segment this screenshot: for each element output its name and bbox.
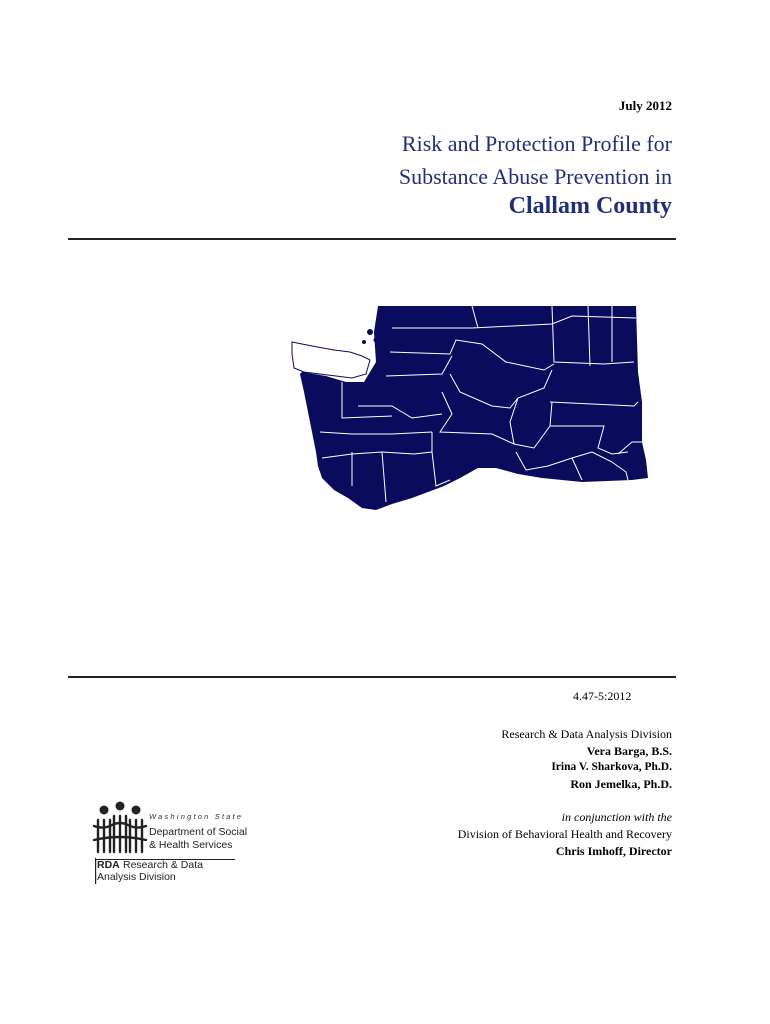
logo-state-label: Washington State	[149, 812, 244, 821]
logo-rda-abbr: RDA	[97, 859, 120, 871]
bottom-divider	[68, 676, 676, 678]
title-line-1: Risk and Protection Profile for	[401, 131, 672, 156]
partner-division: Division of Behavioral Health and Recovery	[457, 827, 672, 841]
logo-rda-division: Analysis Division	[97, 871, 176, 883]
title-line-2: Substance Abuse Prevention in	[398, 164, 672, 189]
author-2: Irina V. Sharkova, Ph.D.	[551, 761, 672, 773]
author-3: Ron Jemelka, Ph.D.	[570, 777, 672, 791]
logo-dept-line-1: Department of Social	[149, 826, 248, 838]
author-1: Vera Barga, B.S.	[586, 744, 672, 758]
county-name: Clallam County	[508, 193, 672, 219]
director-name: Chris Imhoff, Director	[555, 844, 672, 858]
top-divider	[68, 238, 676, 240]
conjunction-note: in conjunction with the	[561, 810, 672, 824]
report-date: July 2012	[618, 98, 672, 113]
research-division: Research & Data Analysis Division	[501, 727, 672, 741]
logo-rda-name: Research & Data	[123, 859, 203, 871]
washington-county-map	[282, 302, 654, 514]
report-number: 4.47-5:2012	[573, 689, 632, 703]
logo-dept-line-2: & Health Services	[149, 839, 233, 851]
